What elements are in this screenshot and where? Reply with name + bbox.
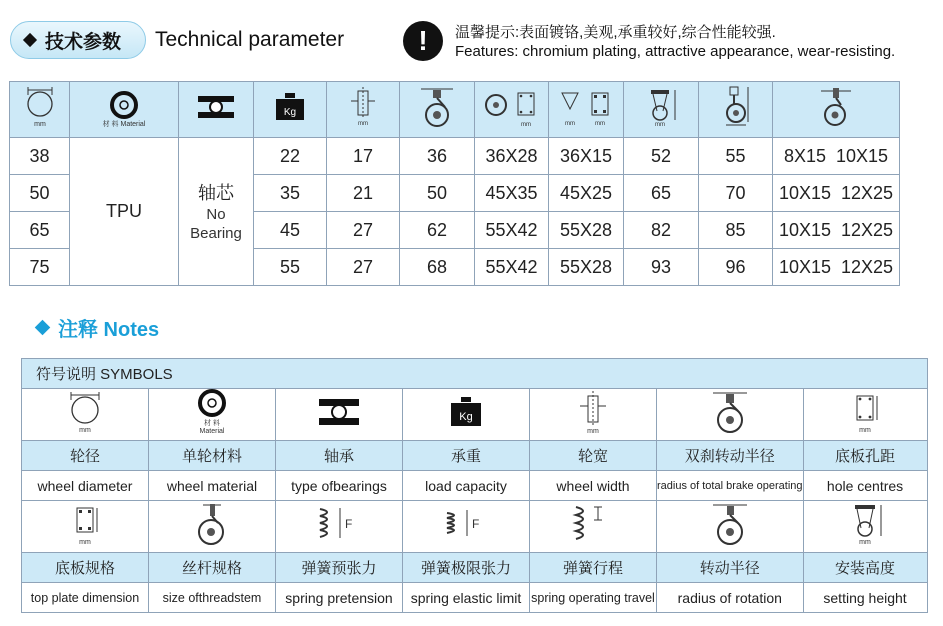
cell-material: TPU: [70, 138, 179, 286]
cell-diameter: 38: [10, 138, 70, 175]
symbol-en-label: top plate dimension: [22, 583, 149, 613]
technical-parameter-badge: [10, 21, 146, 59]
header-brake-radius: [400, 82, 475, 138]
title-cn: 技术参数: [45, 31, 122, 53]
symbol-en-label: spring operating travel: [530, 583, 657, 613]
rotation-radius-icon: [813, 85, 859, 129]
symbol-en-label: radius of rotation: [657, 583, 804, 613]
header-setting-height: [624, 82, 699, 138]
header-wheel-material: [70, 82, 179, 138]
material-cn-label: 材 料: [204, 420, 220, 427]
load-capacity-icon: [273, 92, 307, 122]
cell-thread: 10X15 12X25: [773, 175, 900, 212]
symbol-cell: [803, 501, 927, 553]
mm-label: mm: [587, 428, 599, 434]
cell-plate: 45X25: [549, 175, 624, 212]
symbol-cell: [22, 389, 149, 441]
mm-label: mm: [595, 121, 605, 127]
symbol-cell: [22, 501, 149, 553]
symbol-en-label: size ofthreadstem: [149, 583, 276, 613]
symbols-icon-row: [22, 389, 928, 441]
diamond-bullet-icon: [23, 33, 37, 47]
symbol-en-label: type ofbearings: [276, 471, 403, 501]
mm-label: mm: [79, 427, 91, 434]
diamond-bullet-icon: [35, 320, 51, 336]
material-label: 材 料 Material: [102, 120, 146, 128]
bearing-icon: [317, 397, 361, 427]
mm-label: mm: [859, 427, 871, 434]
hole-centres-icon: [482, 85, 542, 129]
wheel-material-icon: [192, 389, 232, 435]
cell-holes: 55X42: [475, 249, 549, 286]
cell-plate: 55X28: [549, 212, 624, 249]
wheel-width-icon: [348, 87, 378, 127]
symbol-cell: [276, 501, 403, 553]
cell-brake-radius: 36: [400, 138, 475, 175]
symbol-en-label: wheel width: [530, 471, 657, 501]
cell-load: 22: [254, 138, 327, 175]
cell-brake-radius: 68: [400, 249, 475, 286]
notes-heading: [37, 313, 159, 342]
cell-plate: 36X15: [549, 138, 624, 175]
rotation-radius-icon: [707, 501, 753, 547]
symbol-cn-label: 安装高度: [803, 553, 927, 583]
symbol-cn-label: 底板规格: [22, 553, 149, 583]
cell-height: 82: [624, 212, 699, 249]
wheel-width-icon: [576, 390, 610, 434]
header-wheel-diameter: [10, 82, 70, 138]
cell-width: 27: [327, 249, 400, 286]
cell-holes: 45X35: [475, 175, 549, 212]
axis-cn: 轴芯: [198, 182, 234, 203]
symbol-cn-label: 双刹转动半径: [657, 441, 804, 471]
cell-holes: 36X28: [475, 138, 549, 175]
symbols-table: [21, 358, 928, 613]
symbol-cn-label: 轴承: [276, 441, 403, 471]
notes-title: 注释 Notes: [58, 319, 160, 341]
material-en-label: Material: [199, 428, 225, 435]
cell-thread: 8X15 10X15: [773, 138, 900, 175]
symbols-en-row: [22, 583, 928, 613]
symbol-cell: [657, 501, 804, 553]
header-wheel-width: [327, 82, 400, 138]
symbol-en-label: wheel diameter: [22, 471, 149, 501]
spring-elastic-limit-icon: [441, 504, 491, 544]
symbol-en-label: hole centres: [803, 471, 927, 501]
cell-load: 45: [254, 212, 327, 249]
brake-rotation-radius-icon: [415, 85, 459, 129]
header-top-plate: [549, 82, 624, 138]
symbol-cn-label: 轮宽: [530, 441, 657, 471]
symbol-en-label: setting height: [803, 583, 927, 613]
mm-label: mm: [33, 121, 46, 128]
cell-load: 35: [254, 175, 327, 212]
symbol-cell: [403, 501, 530, 553]
symbol-cell: [530, 501, 657, 553]
mm-label: mm: [859, 539, 871, 546]
header-rotation-height: [699, 82, 773, 138]
tip-en: Features: chromium plating, attractive appearance, wear-resisting.: [455, 43, 896, 60]
cell-bearing: [179, 138, 254, 286]
setting-height-icon: [845, 502, 885, 546]
cell-rot-height: 70: [699, 175, 773, 212]
cell-diameter: 65: [10, 212, 70, 249]
installation-height-icon: [716, 85, 756, 129]
cell-width: 27: [327, 212, 400, 249]
symbol-en-label: wheel material: [149, 471, 276, 501]
cell-thread: 10X15 12X25: [773, 249, 900, 286]
cell-height: 52: [624, 138, 699, 175]
kg-label: Kg: [459, 411, 473, 423]
load-capacity-icon: [448, 396, 484, 428]
cell-height: 93: [624, 249, 699, 286]
title-en: Technical parameter: [155, 28, 345, 51]
wheel-diameter-icon: [65, 390, 105, 434]
symbol-cn-label: 弹簧预张力: [276, 553, 403, 583]
symbol-cell: [530, 389, 657, 441]
spring-pretension-icon: [314, 504, 364, 544]
symbols-cn-row: [22, 441, 928, 471]
wheel-diameter-icon: [23, 84, 57, 130]
symbol-en-label: spring elastic limit: [403, 583, 530, 613]
symbols-en-row: [22, 471, 928, 501]
hole-centres-icon: [848, 390, 882, 434]
symbol-cn-label: 单轮材料: [149, 441, 276, 471]
cell-thread: 10X15 12X25: [773, 212, 900, 249]
exclamation-icon: !: [403, 21, 443, 61]
thread-size-icon: [189, 501, 235, 547]
symbol-cn-label: 转动半径: [657, 553, 804, 583]
symbol-cn-label: 底板孔距: [803, 441, 927, 471]
cell-width: 17: [327, 138, 400, 175]
symbol-en-label: load capacity: [403, 471, 530, 501]
header-hole-centres: [475, 82, 549, 138]
mm-label: mm: [358, 121, 368, 127]
cell-holes: 55X42: [475, 212, 549, 249]
header-load-capacity: [254, 82, 327, 138]
symbol-cell: [149, 389, 276, 441]
symbol-cell: [149, 501, 276, 553]
brake-rotation-radius-icon: [707, 389, 753, 435]
cell-rot-height: 55: [699, 138, 773, 175]
f-label: F: [345, 517, 353, 531]
symbol-cn-label: 承重: [403, 441, 530, 471]
cell-diameter: 50: [10, 175, 70, 212]
parameter-header-row: [10, 82, 900, 138]
cell-height: 65: [624, 175, 699, 212]
mm-label: mm: [520, 122, 531, 128]
mm-label: mm: [655, 122, 665, 127]
symbols-cn-row: [22, 553, 928, 583]
axis-en-2: Bearing: [190, 224, 242, 242]
spring-travel-icon: [568, 504, 618, 544]
cell-diameter: 75: [10, 249, 70, 286]
symbol-cell: [657, 389, 804, 441]
header-thread-size: [773, 82, 900, 138]
table-row: [10, 138, 900, 175]
symbol-en-label: radius of total brake operating: [657, 471, 804, 501]
symbol-cn-label: 丝杆规格: [149, 553, 276, 583]
f-label: F: [472, 517, 480, 531]
symbol-en-label: spring pretension: [276, 583, 403, 613]
symbol-cell: [803, 389, 927, 441]
axis-en-1: No: [206, 205, 226, 223]
symbol-cn-label: 弹簧极限张力: [403, 553, 530, 583]
cell-width: 21: [327, 175, 400, 212]
symbol-cn-label: 弹簧行程: [530, 553, 657, 583]
cell-brake-radius: 50: [400, 175, 475, 212]
symbol-cn-label: 轮径: [22, 441, 149, 471]
header-bearing: [179, 82, 254, 138]
tip-cn: 温馨提示:表面镀铬,美观,承重较好,综合性能较强.: [455, 24, 776, 41]
mm-label: mm: [565, 121, 575, 127]
setting-height-icon: [641, 87, 681, 127]
cell-plate: 55X28: [549, 249, 624, 286]
top-plate-icon: [556, 85, 616, 129]
symbols-icon-row: [22, 501, 928, 553]
mm-label: mm: [79, 539, 91, 546]
kg-label: Kg: [283, 107, 297, 118]
wheel-material-icon: [109, 91, 139, 119]
cell-rot-height: 96: [699, 249, 773, 286]
symbol-cell: [403, 389, 530, 441]
cell-rot-height: 85: [699, 212, 773, 249]
parameter-table: [9, 81, 900, 286]
symbol-cell: [276, 389, 403, 441]
cell-brake-radius: 62: [400, 212, 475, 249]
bearing-icon: [196, 94, 236, 120]
cell-load: 55: [254, 249, 327, 286]
top-plate-icon: [68, 502, 102, 546]
symbols-header-row: [22, 359, 928, 389]
symbols-title: 符号说明 SYMBOLS: [22, 359, 928, 389]
